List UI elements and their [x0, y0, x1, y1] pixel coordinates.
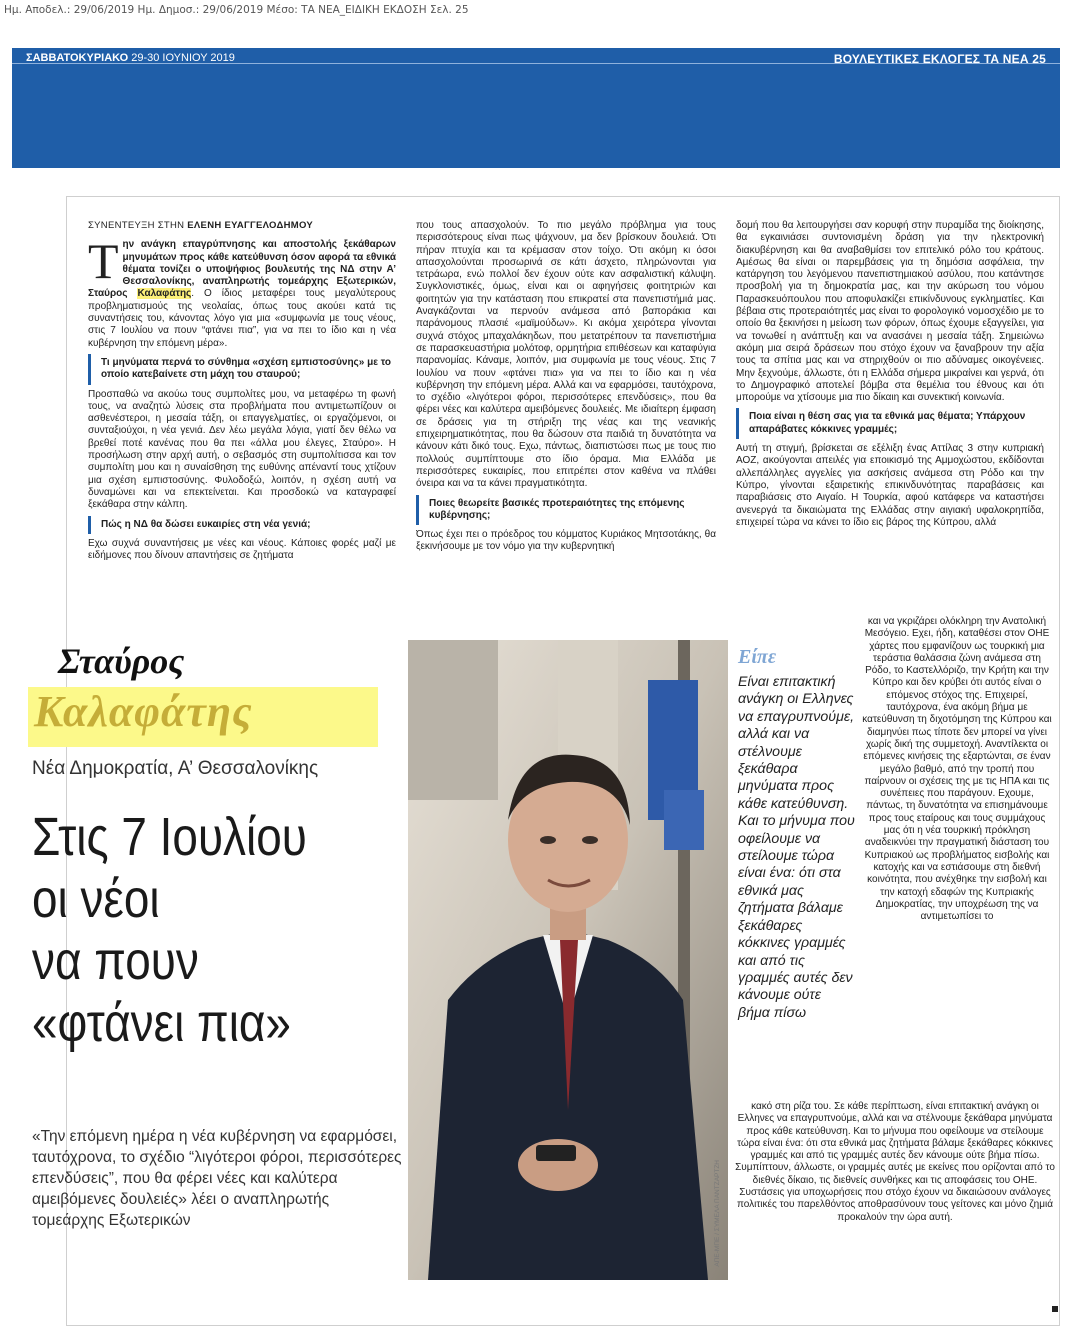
lead-quote: «Την επόμενη ημέρα η νέα κυβέρνηση να εφαρμόσει, ταυτόχρονα, το σχέδιο “λιγότεροι φόροι, περισσότερες επενδύσεις”, που θα φέρει νέες και καλύτερα αμειβόμενες δουλειές» λέει ο αναπληρωτής τομεάρχης Εξωτερικών [32, 1128, 402, 1229]
end-mark [1052, 1306, 1058, 1312]
sidebar-quote: Είναι επιτακτική ανάγκη οι Ελληνες να επαγρυπνούμε, αλλά και να στέλνουμε ξεκάθαρα μηνύματα προς κάθε κατεύθυνση. Και το μήνυμα που οφείλουμε να στείλουμε τώρα είναι ένα: ότι στα εθνικά μας ζητήματα βάλαμε ξεκάθαρες κόκκινες γραμμές και από τις γραμμές αυτές δεν κάνουμε ούτε βήμα πίσω [738, 674, 855, 1021]
headline-line-1: Στις 7 Ιουλίου [32, 807, 307, 867]
banner-section: ΒΟΥΛΕΥΤΙΚΕΣ ΕΚΛΟΓΕΣ ΤΑ ΝΕΑ 25 [833, 52, 1046, 66]
byline-author: ΕΛΕΝΗ ΕΥΑΓΓΕΛΟΔΗΜΟΥ [187, 220, 314, 231]
question-4: Ποια είναι η θέση σας για τα εθνικά μας θέματα; Υπάρχουν απαράβατες κόκκινες γραμμές; [736, 408, 1044, 439]
banner-weekend-label: ΣΑΒΒΑΤΟΚΥΡΙΑΚΟ [26, 52, 129, 64]
profile-party: Νέα Δημοκρατία, Α’ Θεσσαλονίκης [32, 758, 319, 779]
highlighted-name: Καλαφάτης [137, 288, 192, 300]
answer-1: Προσπαθώ να ακούω τους συμπολίτες μου, να μεταφέρω τη φωνή τους, να αναζητώ λύσεις στα προβλήματα που αντιμετωπίζουν οι ασθενέστεροι, η μεσαία τάξη, οι επαγγελματίες, οι εργαζόμενοι, οι συνταξιούχοι, η νέα γενιά. Δεν λέω μεγάλα λόγια, γιατί δεν θέλω να βρεθεί ποτέ κανένας που θα πει «άλλα μου έλεγες, Σταύρο». Η προσήλωση στην αρχή αυτή, ο σεβασμός στη συμπολίτισσα και τον συμπολίτη μου και η συναίσθηση της ευθύνης απέναντί τους χτίζουν μια σχέση εμπιστοσύνης. Φυλοδοξώ, λοιπόν, η σχέση αυτή να δυναμώνει και να επεκτείνεται. Και προσδοκώ να καταγραφεί ξεκάθαρα στην κάλπη. [88, 388, 396, 511]
article-column-1 [88, 220, 396, 620]
answer-4-part-1: Αυτή τη στιγμή, βρίσκεται σε εξέλιξη ένας Αττίλας 3 στην κυπριακή ΑΟΖ, ακούγονται απειλές για εποικισμό της Αμμοχώστου, εκδίδονται αλλεπάλληλες αγγελίες για ασκήσεις ανάμεσα στη Ρόδο και την Κύπρο, γίνονται εξαιρετικής επικινδυνότητας παραβάσεις και παραβιάσεις στο Αιγαίο. Η Τουρκία, αφού κατάφερε να καταστήσει ανενεργά τα δικαιώματα της Ελλάδας στην αιγιακή υφαλοκρηπίδα, επιχειρεί τώρα να κάνει το ίδιο εις βάρος της Κύπρου, αλλά [736, 443, 1044, 528]
banner-date: 29-30 ΙΟΥΝΙΟΥ 2019 [131, 52, 235, 64]
answer-3-part-2: δομή που θα λειτουργήσει σαν κορυφή στην πυραμίδα της διοίκησης, θα εγκαινιάσει συντονισμένη δράση για την ηλεκτρονική διακυβέρνηση και θα αναβαθμίσει τον επιτελικό ρόλο του κράτους. Αμέσως θα είναι οι παρεμβάσεις για τη δημόσια ασφάλεια, την κατάργηση του λεγόμενου πανεπιστημιακού ασύλου, που κατάντησε προσβολή για τη δημοκρατία μας, και την ακύρωση του νόμου Παρασκευόπουλου που αποφυλακίζει επικίνδυνους εγκληματίες. Και βέβαια στις προτεραιότητές μας είναι το φορολογικό νομοσχέδιο με το οποίο θα ξεκινήσει η μείωση των φόρων, όπως έχουμε εξαγγείλει, για να τονωθεί η ανάπτυξη και να ανασάνει η μεσαία τάξη. Σημειώνω ακόμη μια σειρά δράσεων που στόχο έχουν να ξαναβρουν την αξία τους τα σπίτια μας και να στηριχθούν οι πιο αδύναμες οικογένειες. Μην ξεχνούμε, άλλωστε, ότι η Ελλάδα σήμερα μικραίνει και γερνά, ότι το Δημογραφικό αποτελεί βόμβα στα θεμέλια του έθνους και ότι μπορούμε να χτίσουμε μια πιο δίκαιη και συνεκτική κοινωνία. [736, 220, 1044, 404]
headline-line-2: οι νέοι [32, 869, 160, 929]
portrait-illustration [408, 640, 728, 1280]
headline-line-4: «φτάνει πια» [32, 993, 291, 1053]
sidebar-label: Είπε [738, 646, 777, 668]
intro-text-2: . Ο ίδιος μεταφέρει τους μεγαλύτερους προβληματισμούς της νεολαίας, όπως τους ακούει κατά τις συναντήσεις του, κάνοντας λόγο για μια «συμφωνία με τους νέους, στις 7 Ιουλίου να πουν “φτάνει πια”, για να πει το ίδιο και η νέα κυβέρνηση την επόμενη μέρα». [88, 288, 396, 349]
byline-prefix: ΣΥΝΕΝΤΕΥΞΗ ΣΤΗΝ [88, 220, 185, 231]
profile-first-name: Σταύρος [58, 641, 185, 681]
headline-line-3: να πουν [32, 931, 199, 991]
article-right-bottom: κακό στη ρίζα του. Σε κάθε περίπτωση, είναι επιτακτική ανάγκη οι Ελληνες να επαγρυπνούμε, αλλά και να στέλνουμε ξεκάθαρα μηνύματα προς κάθε κατεύθυνση. Και το μήνυμα που οφείλουμε να στείλουμε τώρα είναι ένα: ότι στα εθνικά μας ζητήματα βάλαμε ξεκάθαρες κόκκινες γραμμές και από τις γραμμές αυτές δεν κάνουμε ούτε βήμα πίσω. Συμπίπτουν, άλλωστε, οι γραμμές αυτές με εκείνες που ορίζονται από το διεθνές δίκαιο, τις διεθνείς συνθήκες και τις αποφάσεις του ΟΗΕ. Συστάσεις για υποχωρήσεις που στόχο έχουν να δικαιώσουν ανάλογες πολιτικές του παρελθόντος αποθρασύνουν τους γείτονες και μόνο ζημιά προκαλούν την ώρα αυτή. [735, 1101, 1055, 1223]
article-column-3 [736, 220, 1044, 620]
drop-cap: Τ [88, 233, 119, 290]
page-banner [12, 48, 1060, 168]
portrait-photo [408, 640, 728, 1280]
answer-2-part-1: Εχω συχνά συναντήσεις με νέες και νέους. Κάποιες φορές μαζί με ειδήμονες που δίνουν απαντήσεις σε ζητήματα [88, 537, 396, 562]
intro-text-1: ην ανάγκη επαγρύπνησης και αποστολής ξεκάθαρων μηνυμάτων προς κάθε κατεύθυνση όσον αφορά τα εθνικά θέματα τονίζει ο υποψήφιος βουλευτής της ΝΔ στην Α’ Θεσσαλονίκης, αναπληρωτής τομεάρχης Εξωτερικών, Σταύρος [88, 239, 396, 300]
profile-last-name: Καλαφάτης [34, 687, 253, 736]
answer-2-part-2: που τους απασχολούν. Το πιο μεγάλο πρόβλημα για τους περισσότερους είναι πως ψάχνουν, μα δεν βρίσκουν δουλειά. Ότι πήραν πτυχία και τα κρέμασαν στον τοίχο. Ότι ακόμη κι όσοι απασχολούνται προσωρινά σε κάτι άσχετο, πληρώνονται για τετράωρα, ενώ πολλοί δεν έχουν ούτε καν ασφαλιστική κάλυψη. Συγκλονιστικές, όμως, είναι και οι αφηγήσεις φοιτητριών και φοιτητών για την κατάσταση που επικρατεί στα πανεπιστήμιά μας. Αναγκάζονται να περνούν ανάμεσα από βαποράκια και παράνομους πλασιέ «μαϊμούδων». Κι ακόμα χειρότερα γίνονται συχνά στόχος μπαχαλάκηδων, που μετατρέπουν τα πανεπιστήμια σε παρασκευαστήρια μολότοφ, ορμητήρια επιθέσεων και καταφύγια παρανομίας. Κάναμε, λοιπόν, μια συμφωνία με τους νέους. Στις 7 Ιουλίου να πουν «φτάνει πια» για να πει το ίδιο και η νέα κυβέρνηση την επόμενη μέρα. Αλλά και να εφαρμόσει, ταυτόχρονα, το σχέδιο «λιγότεροι φόροι, περισσότερες επενδύσεις», που θα φέρει νέες και καλύτερα αμειβόμενες δουλειές. Με ιδιαίτερη έμφαση σε δράσεις για τη στήριξη της νέας και της νεανικής επιχειρηματικότητας, που θα δώσουν στα παιδιά τη δυνατότητα να κάνουν κάτι δικό τους. Εχω, πάντως, διαπιστώσει πως με τους πιο πολλούς συμπίπτουμε στο ίδιο όραμα. Μια Ελλάδα με περισσότερες ευκαιρίες, που επιτρέπει στον καθένα να πλάθει όνειρα και να τα κάνει πραγματικότητα. [416, 220, 716, 490]
article-column-2 [416, 220, 716, 622]
headline [32, 806, 392, 1054]
banner-issue-date [26, 52, 235, 64]
question-1: Τι μηνύματα περνά το σύνθημα «σχέση εμπιστοσύνης» με το οποίο κατεβαίνετε στη μάχη του σταυρού; [88, 354, 396, 385]
question-2: Πώς η ΝΔ θα δώσει ευκαιρίες στη νέα γενιά; [88, 516, 396, 534]
article-right-narrow-column: και να γκριζάρει ολόκληρη την Ανατολική Μεσόγειο. Εχει, ήδη, καταθέσει στον ΟΗΕ χάρτες που εμφανίζουν ως τουρκική μια τεράστια θαλάσσια ζώνη ανάμεσα στη Ρόδο, το Καστελλόριζο, την Κρήτη και την Κύπρο και δεν κρύβει ότι αυτός είναι ο επόμενος στόχος της. Επιχειρεί, ταυτόχρονα, ένα ακόμη βήμα με κατεύθυνση τη διχοτόμηση της Κύπρου και διαμηνύει πως τίποτε δεν μπορεί να γίνει χωρίς δική της συμμετοχή. Αναντίλεκτα οι επόμενες κινήσεις της εξαρτώνται, σε έναν μεγάλο βαθμό, από την τροπή που παίρνουν οι σχέσεις της με τις ΗΠΑ και τις συνέπειες που παράγουν. Εχουμε, πάντως, τη δυνατότητα να επισημάνουμε προς τους εταίρους και τους συμμάχους μας ότι η νέα τουρκική πρόκληση αναδεικνύει την πραγματική διάσταση του Κυπριακού ως προβλήματος εισβολής και κατοχής και να εστιάσουμε στη διεθνή κοινότητα, που ανέχθηκε την εισβολή και την κατοχή εδαφών της Κυπριακής Δημοκρατίας, την υποχρέωση της να αντιμετωπίσει το [862, 616, 1052, 923]
question-3: Ποιες θεωρείτε βασικές προτεραιότητες της επόμενης κυβέρνησης; [416, 495, 716, 526]
byline [88, 220, 396, 232]
answer-3-part-1: Όπως έχει πει ο πρόεδρος του κόμματος Κυριάκος Μητσοτάκης, θα ξεκινήσουμε με τον νόμο για την κυβερνητική [416, 529, 716, 553]
photo-credit: ΑΠΕ-ΜΠΕ / ΣΥΜΕΛΑ ΠΑΝΤΖΑΡΤΖΗ [714, 1160, 721, 1267]
clipping-metadata: Ημ. Αποδελ.: 29/06/2019 Ημ. Δημοσ.: 29/06/2019 Μέσο: ΤΑ ΝΕΑ_ΕΙΔΙΚΗ ΕΚΔΟΣΗ Σελ. 25 [4, 4, 469, 16]
intro-paragraph [88, 233, 396, 350]
